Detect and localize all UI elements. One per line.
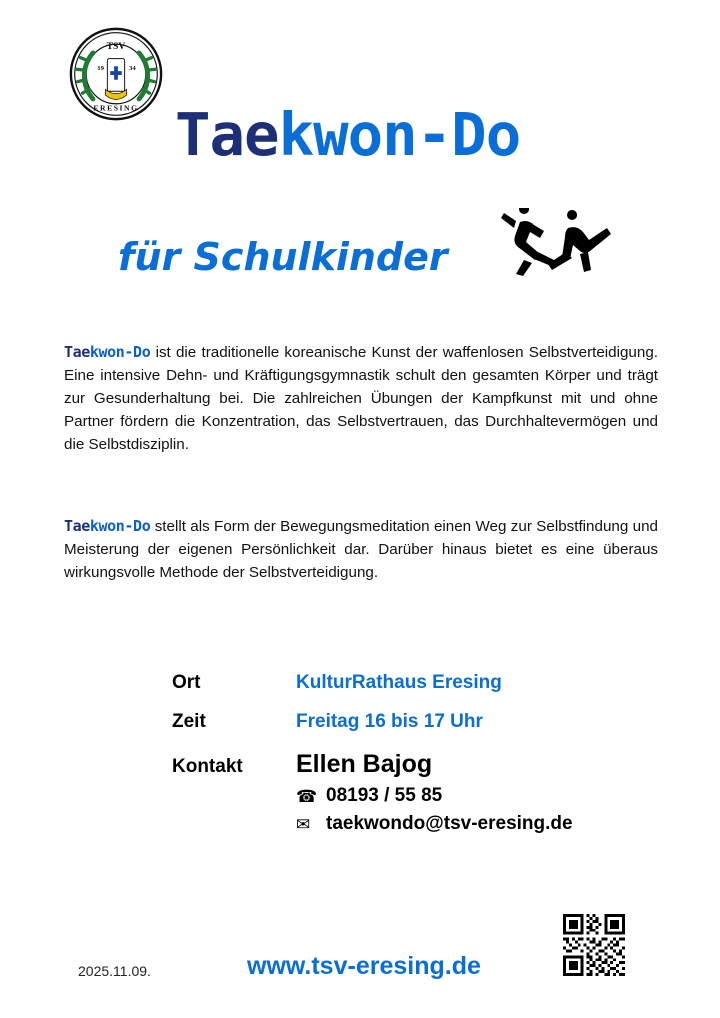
envelope-icon: ✉ bbox=[296, 814, 311, 834]
ort-value: KulturRathaus Eresing bbox=[296, 672, 502, 693]
svg-text:34: 34 bbox=[128, 65, 136, 73]
page-subtitle: für Schulkinder bbox=[118, 235, 448, 279]
second-paragraph bbox=[64, 515, 658, 584]
zeit-label: Zeit bbox=[172, 711, 206, 732]
contact-phone-line bbox=[296, 785, 692, 807]
taekwondo-fighters-icon bbox=[494, 208, 614, 280]
brandword-2 bbox=[64, 517, 150, 535]
brandword-1 bbox=[64, 343, 150, 361]
info-row-ort bbox=[172, 672, 692, 694]
zeit-value: Freitag 16 bis 17 Uhr bbox=[296, 711, 483, 732]
page-title bbox=[175, 100, 675, 169]
contact-details bbox=[296, 785, 692, 835]
info-row-zeit bbox=[172, 711, 692, 733]
page-title-part1: Tae bbox=[175, 100, 279, 169]
footer-date: 2025.11.09. bbox=[78, 963, 151, 979]
svg-text:TSV: TSV bbox=[106, 41, 126, 53]
phone-icon: ☎ bbox=[296, 786, 318, 806]
intro-paragraph bbox=[64, 341, 658, 456]
ort-label: Ort bbox=[172, 672, 201, 693]
info-row-kontakt bbox=[172, 750, 692, 779]
brandword-1-part2: kwon-Do bbox=[89, 343, 151, 361]
phone-number: 08193 / 55 85 bbox=[326, 785, 443, 806]
brandword-2-part2: kwon-Do bbox=[89, 517, 151, 535]
page-title-part2: kwon-Do bbox=[278, 100, 521, 169]
kontakt-name: Ellen Bajog bbox=[296, 750, 433, 778]
second-paragraph-text: stellt als Form der Bewegungsmeditation einen Weg zur Selbstfindung und Meisterung der eigenen Persönlichkeit dar. Darüber hinaus bietet es eine überaus wirkungsvolle Methode der Selbstverteidigung. bbox=[64, 518, 658, 582]
brandword-2-part1: Tae bbox=[64, 517, 90, 535]
info-block bbox=[172, 672, 692, 841]
intro-paragraph-text: ist die traditionelle koreanische Kunst der waffenlosen Selbstverteidigung. Eine intensive Dehn- und Kräftigungsgymnastik schult den gesamten Körper und trägt zur Gesunderhaltung bei. Die zahlreichen Übungen der Kampfkunst mit und ohne Partner fördern die Konzentration, das Selbstvertrauen, das Durchhaltevermögen und die Selbstdisziplin. bbox=[64, 344, 658, 454]
footer-website-link[interactable]: www.tsv-eresing.de bbox=[247, 952, 481, 980]
qr-code[interactable] bbox=[563, 914, 625, 976]
brandword-1-part1: Tae bbox=[64, 343, 90, 361]
svg-text:ERESING: ERESING bbox=[93, 103, 139, 113]
tsv-eresing-logo bbox=[68, 26, 164, 122]
kontakt-label: Kontakt bbox=[172, 756, 243, 777]
contact-email-line bbox=[296, 813, 692, 835]
email-address[interactable]: taekwondo@tsv-eresing.de bbox=[326, 813, 573, 834]
svg-text:19: 19 bbox=[97, 65, 104, 73]
